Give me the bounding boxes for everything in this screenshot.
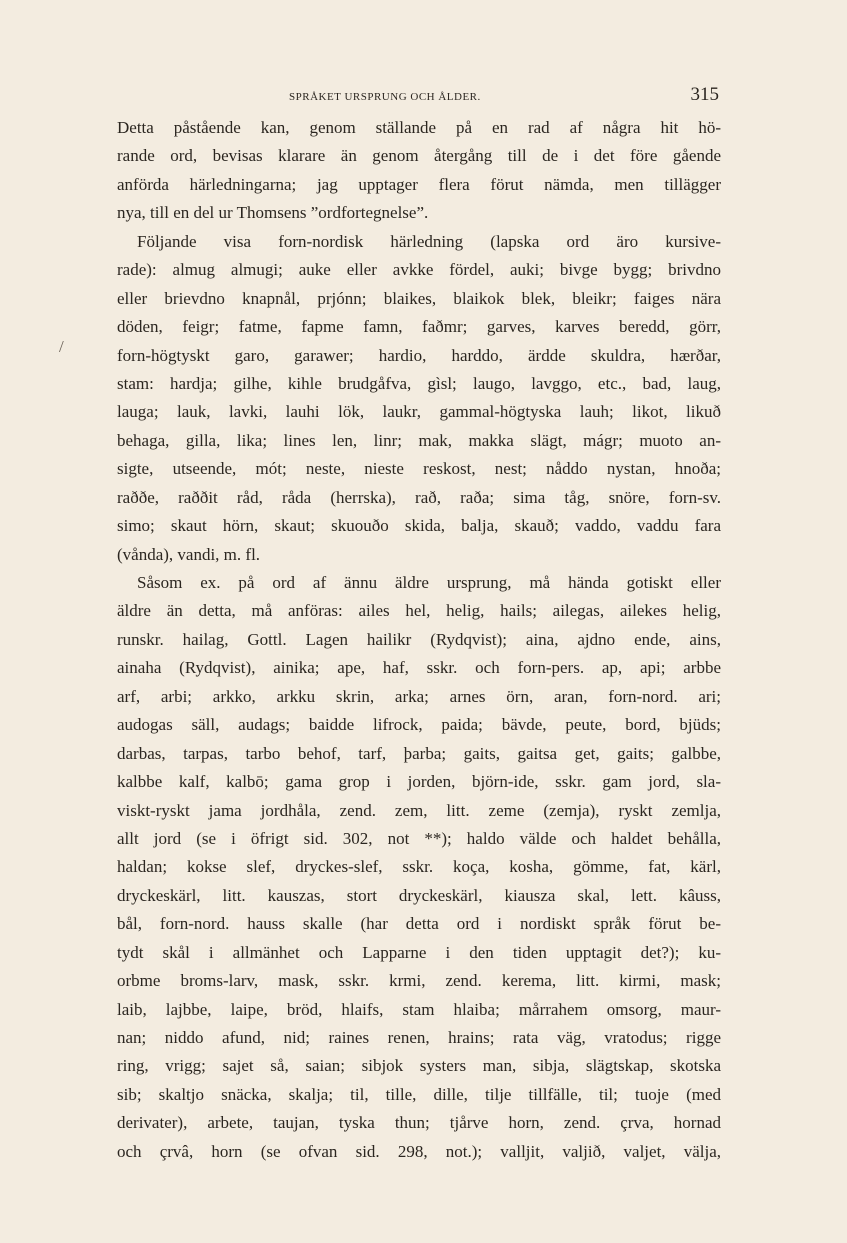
text-line: anförda härledningarna; jag upptager flera förut nämda, men tillägger xyxy=(117,174,721,194)
text-line: laib, lajbbe, laipe, bröd, hlaifs, stam hlaiba; mårrahem omsorg, maur- xyxy=(117,999,721,1019)
page-number: 315 xyxy=(690,84,719,105)
text-line: darbas, tarpas, tarbo behof, tarf, þarba; gaits, gaitsa get, gaits; galbbe, xyxy=(117,743,721,763)
text-line: äldre än detta, må anföras: ailes hel, helig, hails; ailegas, ailekes helig, xyxy=(117,601,721,621)
text-line: Följande visa forn-nordisk härledning (lapska ord äro kursive- xyxy=(137,231,721,251)
text-line: Såsom ex. på ord af ännu äldre ursprung, må hända gotiskt eller xyxy=(137,573,721,592)
text-line: orbme broms-larv, mask, sskr. krmi, zend. kerema, litt. kirmi, mask; xyxy=(117,971,721,991)
text-line: behaga, gilla, lika; lines len, linr; mak, makka slägt, mágr; muoto an- xyxy=(117,430,721,450)
text-line: ring, vrigg; sajet så, saian; sibjok systers man, sibja, slägtskap, skotska xyxy=(117,1056,721,1076)
text-line: viskt-ryskt jama jordhåla, zend. zem, litt. zeme (zemja), ryskt zemlja, xyxy=(117,800,721,820)
text-line: eller brievdno knapnål, prjónn; blaikes, blaikok blek, bleikr; faiges nära xyxy=(117,288,721,308)
text-line: kalbbe kalf, kalbō; gama grop i jorden, björn-ide, sskr. gam jord, sla- xyxy=(117,772,721,792)
text-line: ainaha (Rydqvist), ainika; ape, haf, sskr. och forn-pers. ap, api; arbbe xyxy=(117,658,721,678)
text-line: derivater), arbete, taujan, tyska thun; tjårve horn, zend. çrva, hornad xyxy=(117,1113,721,1133)
text-line: rande ord, bevisas klarare än genom återgång till de i det före gående xyxy=(117,146,721,166)
margin-pencil-mark: / xyxy=(59,337,64,356)
text-line: allt jord (se i öfrigt sid. 302, not **); haldo välde och haldet behålla, xyxy=(117,828,721,848)
body-text xyxy=(117,114,721,1166)
text-line: (vånda), vandi, m. fl. xyxy=(117,544,261,564)
text-line: och çrvâ, horn (se ofvan sid. 298, not.); valljit, valjið, valjet, välja, xyxy=(117,1141,721,1161)
text-line: stam: hardja; gilhe, kihle brudgåfva, gìsl; laugo, lavggo, etc., bad, laug, xyxy=(117,373,721,393)
text-line: Detta påstående kan, genom ställande på en rad af några hit hö- xyxy=(117,118,721,137)
text-line: sigte, utseende, mót; neste, nieste reskost, nest; nåddo nystan, hnoða; xyxy=(117,459,721,479)
running-head: SPRÅKET URSPRUNG OCH ÅLDER. xyxy=(289,91,481,103)
text-line: runskr. hailag, Gottl. Lagen hailikr (Rydqvist); aina, ajdno ende, ains, xyxy=(117,629,721,649)
text-line: tydt skål i allmänhet och Lapparne i den tiden upptagit det?); ku- xyxy=(117,942,721,962)
text-line: simo; skaut hörn, skaut; skuouðo skida, balja, skauð; vaddo, vaddu fara xyxy=(117,516,721,536)
text-line: bål, forn-nord. hauss skalle (har detta ord i nordiskt språk förut be- xyxy=(117,914,721,934)
text-line: arf, arbi; arkko, arkku skrin, arka; arnes örn, aran, forn-nord. ari; xyxy=(117,686,721,706)
text-line: nya, till en del ur Thomsens ”ordfortegnelse”. xyxy=(117,203,429,223)
text-line: dryckeskärl, litt. kauszas, stort dryckeskärl, kiausza skal, lett. kâuss, xyxy=(117,885,721,905)
text-line: audogas säll, audags; baidde lifrock, paida; bävde, peute, bord, bjüds; xyxy=(117,715,721,735)
text-line: forn-högtyskt garo, garawer; hardio, harddo, ärdde skuldra, hærðar, xyxy=(117,345,721,365)
text-line: haldan; kokse slef, dryckes-slef, sskr. koça, kosha, gömme, fat, kärl, xyxy=(117,857,721,877)
text-line: sib; skaltjo snäcka, skalja; til, tille, dille, tilje tillfälle, til; tuoje (med xyxy=(117,1084,721,1104)
text-line: rade): almug almugi; auke eller avkke fördel, auki; bivge bygg; brivdno xyxy=(117,260,721,280)
text-line: raððe, raððit råd, råda (herrska), rað, raða; sima tåg, snöre, forn-sv. xyxy=(117,487,721,507)
page-header xyxy=(289,84,719,112)
text-line: döden, feigr; fatme, fapme famn, faðmr; garves, karves beredd, görr, xyxy=(117,317,721,337)
text-line: nan; niddo afund, nid; raines renen, hrains; rata väg, vratodus; rigge xyxy=(117,1028,721,1047)
text-line: lauga; lauk, lavki, lauhi lök, laukr, gammal-högtyska lauh; likot, likuð xyxy=(117,402,721,422)
